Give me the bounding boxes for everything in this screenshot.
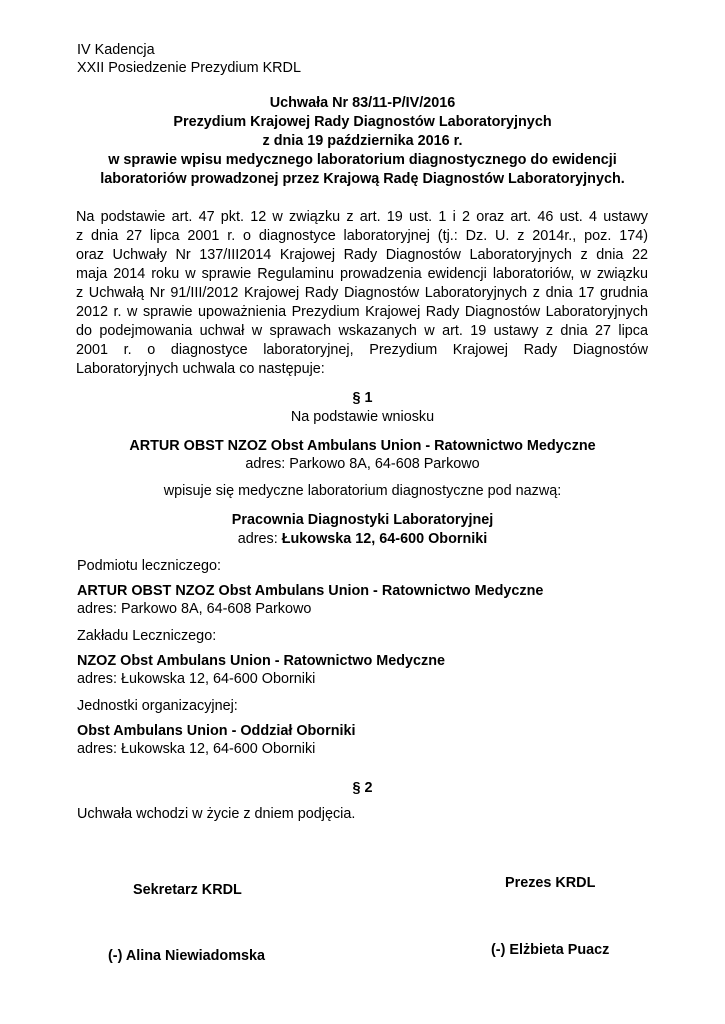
- header-cadence: IV Kadencja: [77, 42, 155, 58]
- applicant-name: ARTUR OBST NZOZ Obst Ambulans Union - Ratownictwo Medyczne: [129, 438, 596, 454]
- header-meeting: XXII Posiedzenie Prezydium KRDL: [77, 60, 301, 76]
- preamble-paragraph: [76, 208, 648, 379]
- preamble-line: Na podstawie art. 47 pkt. 12 w związku z art. 19 ust. 1 i 2 oraz art. 46 ust. 4 ustawy: [76, 209, 648, 225]
- preamble-line: Laboratoryjnych uchwala co następuje:: [76, 361, 325, 377]
- facility-address: adres: Łukowska 12, 64-600 Oborniki: [77, 671, 316, 687]
- preamble-line: 2012 r. w sprawie upoważnienia Prezydium Krajowej Rady Diagnostów Laboratoryjnych: [76, 304, 648, 320]
- lab-name: Pracownia Diagnostyki Laboratoryjnej: [231, 512, 494, 528]
- resolution-body: Prezydium Krajowej Rady Diagnostów Laboratoryjnych: [173, 114, 552, 130]
- applicant-address: adres: Parkowo 8A, 64-608 Parkowo: [245, 456, 480, 472]
- resolution-subject-line-1: w sprawie wpisu medycznego laboratorium diagnostycznego do ewidencji: [108, 152, 617, 168]
- preamble-line: maja 2014 roku w sprawie Regulaminu prowadzenia ewidencji laboratoriów, w związku: [76, 266, 648, 282]
- entity-label: Podmiotu leczniczego:: [77, 558, 221, 574]
- entry-text: wpisuje się medyczne laboratorium diagnostyczne pod nazwą:: [163, 483, 562, 499]
- resolution-subject-line-2: laboratoriów prowadzonej przez Krajową Radę Diagnostów Laboratoryjnych.: [100, 171, 625, 187]
- resolution-number: Uchwała Nr 83/11-P/IV/2016: [269, 95, 456, 111]
- entity-name: ARTUR OBST NZOZ Obst Ambulans Union - Ratownictwo Medyczne: [77, 583, 544, 599]
- secretary-title: Sekretarz KRDL: [133, 882, 242, 898]
- resolution-date: z dnia 19 października 2016 r.: [262, 133, 463, 149]
- preamble-line: z Uchwałą Nr 91/III/2012 Krajowej Rady Diagnostów Laboratoryjnych z dnia 17 grudnia: [76, 285, 648, 301]
- section-2-text: Uchwała wchodzi w życie z dniem podjęcia.: [77, 806, 356, 822]
- section-1-heading: § 1: [352, 390, 373, 406]
- president-title: Prezes KRDL: [505, 875, 596, 891]
- unit-address: adres: Łukowska 12, 64-600 Oborniki: [77, 741, 316, 757]
- facility-name: NZOZ Obst Ambulans Union - Ratownictwo Medyczne: [77, 653, 446, 669]
- lab-address-prefix: adres:: [237, 531, 282, 547]
- facility-label: Zakładu Leczniczego:: [77, 628, 217, 644]
- president-name: (-) Elżbieta Puacz: [491, 942, 610, 958]
- entity-address: adres: Parkowo 8A, 64-608 Parkowo: [77, 601, 312, 617]
- unit-name: Obst Ambulans Union - Oddział Oborniki: [77, 723, 356, 739]
- section-2-heading: § 2: [352, 780, 373, 796]
- secretary-name: (-) Alina Niewiadomska: [108, 948, 265, 964]
- lab-address: [0, 530, 725, 548]
- section-1-intro: Na podstawie wniosku: [290, 409, 435, 425]
- lab-address-value: Łukowska 12, 64-600 Oborniki: [281, 531, 488, 547]
- preamble-line: z dnia 27 lipca 2001 r. o diagnostyce laboratoryjnej (tj.: Dz. U. z 2014r., poz. 174): [76, 228, 648, 244]
- preamble-line: do podejmowania uchwał w sprawach wskazanych w art. 19 ustawy z dnia 27 lipca: [76, 323, 648, 339]
- unit-label: Jednostki organizacyjnej:: [77, 698, 238, 714]
- preamble-line: 2001 r. o diagnostyce laboratoryjnej, Prezydium Krajowej Rady Diagnostów: [76, 342, 648, 358]
- preamble-line: oraz Uchwały Nr 137/III2014 Krajowej Rady Diagnostów Laboratoryjnych z dnia 22: [76, 247, 648, 263]
